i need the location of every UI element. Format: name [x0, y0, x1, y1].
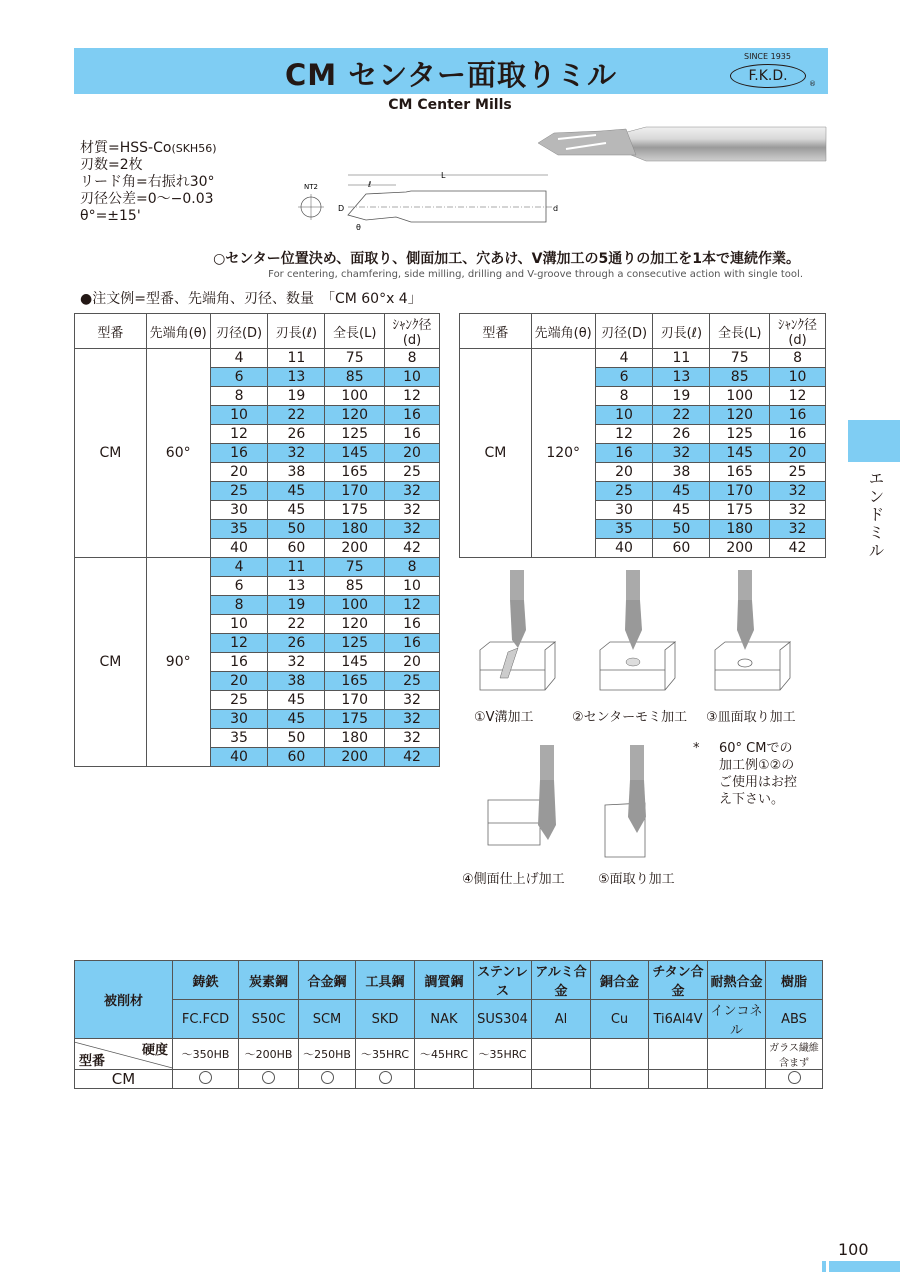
- spec-tolerance: 刃径公差=0〜−0.03: [80, 191, 214, 207]
- section-label: エンドミル: [866, 470, 885, 560]
- flute-length-cell: 38: [653, 463, 710, 482]
- overall-length-cell: 180: [325, 729, 385, 748]
- material-code: NAK: [415, 1000, 474, 1039]
- overall-length-cell: 125: [325, 425, 385, 444]
- shank-diameter-cell: 12: [385, 596, 440, 615]
- flute-length-cell: 45: [268, 482, 325, 501]
- shank-diameter-cell: 12: [385, 387, 440, 406]
- material-code: Cu: [591, 1000, 649, 1039]
- flute-length-cell: 45: [268, 691, 325, 710]
- suitability-cell: [766, 1070, 823, 1089]
- nt2-label: NT2: [304, 183, 318, 191]
- material-hardness: ガラス繊維含まず: [766, 1039, 823, 1070]
- material-code: インコネル: [708, 1000, 766, 1039]
- flute-length-cell: 13: [653, 368, 710, 387]
- diameter-cell: 35: [595, 520, 653, 539]
- suitable-circle-icon: [262, 1071, 275, 1084]
- diameter-cell: 25: [210, 691, 268, 710]
- diameter-cell: 30: [210, 501, 268, 520]
- material-code: Ti6Al4V: [649, 1000, 708, 1039]
- diameter-cell: 8: [595, 387, 653, 406]
- suitability-cell: [532, 1070, 591, 1089]
- countersink-illustration: [715, 570, 790, 690]
- overall-length-cell: 175: [325, 710, 385, 729]
- material-header-label: 被削材: [75, 961, 173, 1039]
- application-illustrations-row2: [480, 745, 680, 865]
- col-diameter: 刃径(D): [210, 314, 268, 349]
- overall-length-cell: 170: [325, 482, 385, 501]
- shank-diameter-cell: 16: [385, 634, 440, 653]
- shank-diameter-cell: 16: [770, 425, 826, 444]
- page-title: CM センター面取りミル: [284, 58, 618, 92]
- diameter-cell: 16: [210, 653, 268, 672]
- material-hardness: [532, 1039, 591, 1070]
- shank-diameter-cell: 20: [385, 653, 440, 672]
- shank-diameter-cell: 16: [770, 406, 826, 425]
- chamfer-illustration: [605, 745, 646, 857]
- material-name: 調質鋼: [415, 961, 474, 1000]
- hardness-model-cell: [75, 1039, 173, 1070]
- caption-side-finish: ④側面仕上げ加工: [462, 872, 565, 887]
- diameter-cell: 20: [210, 672, 268, 691]
- flute-length-cell: 26: [653, 425, 710, 444]
- overall-length-cell: 170: [710, 482, 770, 501]
- material-hardness: [591, 1039, 649, 1070]
- model-label: 型番: [79, 1054, 106, 1069]
- caption-countersink: ③皿面取り加工: [706, 710, 796, 725]
- overall-length-cell: 75: [325, 558, 385, 577]
- overall-length-cell: 145: [325, 653, 385, 672]
- svg-text:ℓ: ℓ: [368, 180, 372, 189]
- flute-length-cell: 13: [268, 577, 325, 596]
- overall-length-cell: 100: [325, 596, 385, 615]
- spec-flutes: 刃数=2枚: [80, 157, 143, 173]
- shank-diameter-cell: 25: [770, 463, 826, 482]
- spec-list: [80, 140, 217, 225]
- diameter-cell: 40: [210, 748, 268, 767]
- suitable-circle-icon: [788, 1071, 801, 1084]
- shank-diameter-cell: 20: [385, 444, 440, 463]
- material-name: チタン合金: [649, 961, 708, 1000]
- model-cell: CM: [75, 349, 147, 558]
- application-illustrations-row1: [470, 570, 830, 700]
- flute-length-cell: 11: [268, 558, 325, 577]
- col-model: 型番: [75, 314, 147, 349]
- flute-length-cell: 45: [653, 501, 710, 520]
- table-row: [75, 558, 440, 577]
- shank-diameter-cell: 8: [385, 558, 440, 577]
- col-angle: 先端角(θ): [531, 314, 595, 349]
- diameter-cell: 40: [210, 539, 268, 558]
- flute-length-cell: 50: [268, 520, 325, 539]
- material-hardness: 〜45HRC: [415, 1039, 474, 1070]
- caption-v-groove: ①V溝加工: [474, 710, 534, 725]
- overall-length-cell: 175: [325, 501, 385, 520]
- col-shank-diameter: ｼｬﾝｸ径(d): [385, 314, 440, 349]
- diameter-cell: 30: [210, 710, 268, 729]
- suitable-circle-icon: [199, 1071, 212, 1084]
- overall-length-cell: 145: [710, 444, 770, 463]
- overall-length-cell: 175: [710, 501, 770, 520]
- shank-diameter-cell: 32: [385, 501, 440, 520]
- material-name: アルミ合金: [532, 961, 591, 1000]
- svg-text:D: D: [338, 204, 345, 213]
- suitability-cell: [474, 1070, 532, 1089]
- diameter-cell: 35: [210, 520, 268, 539]
- overall-length-cell: 100: [710, 387, 770, 406]
- suitability-cell: [591, 1070, 649, 1089]
- overall-length-cell: 180: [710, 520, 770, 539]
- overall-length-cell: 200: [710, 539, 770, 558]
- diameter-cell: 4: [210, 558, 268, 577]
- overall-length-cell: 75: [710, 349, 770, 368]
- flute-length-cell: 38: [268, 672, 325, 691]
- suitability-cell: [415, 1070, 474, 1089]
- suitable-circle-icon: [379, 1071, 392, 1084]
- section-tab: [848, 420, 900, 462]
- suitable-circle-icon: [321, 1071, 334, 1084]
- flute-length-cell: 13: [268, 368, 325, 387]
- shank-diameter-cell: 42: [770, 539, 826, 558]
- material-name: 樹脂: [766, 961, 823, 1000]
- spec-table-right: [459, 313, 826, 558]
- suitability-cell: [708, 1070, 766, 1089]
- v-groove-illustration: [480, 570, 555, 690]
- col-model: 型番: [460, 314, 532, 349]
- diameter-cell: 16: [595, 444, 653, 463]
- model-cell: CM: [460, 349, 532, 558]
- material-code: SUS304: [474, 1000, 532, 1039]
- suitability-cell: [299, 1070, 356, 1089]
- table-header-row: [75, 314, 440, 349]
- material-hardness: 〜200HB: [239, 1039, 299, 1070]
- tool-drawing: [296, 125, 836, 235]
- diameter-cell: 12: [210, 425, 268, 444]
- angle-cell: 120°: [531, 349, 595, 558]
- shank-diameter-cell: 16: [385, 425, 440, 444]
- flute-length-cell: 11: [653, 349, 710, 368]
- flute-length-cell: 45: [653, 482, 710, 501]
- diameter-cell: 6: [595, 368, 653, 387]
- materials-table: [74, 960, 823, 1089]
- shank-diameter-cell: 16: [385, 406, 440, 425]
- shank-diameter-cell: 20: [770, 444, 826, 463]
- spec-angle-tolerance: θ°=±15': [80, 208, 141, 224]
- material-code: SCM: [299, 1000, 356, 1039]
- material-name: 工具鋼: [356, 961, 415, 1000]
- shank-diameter-cell: 32: [770, 482, 826, 501]
- diameter-cell: 10: [210, 406, 268, 425]
- diameter-cell: 4: [210, 349, 268, 368]
- material-code: ABS: [766, 1000, 823, 1039]
- overall-length-cell: 100: [325, 387, 385, 406]
- shank-diameter-cell: 32: [385, 710, 440, 729]
- spec-material: 材質=HSS-Co(SKH56): [80, 140, 217, 156]
- page-bar-decoration: [829, 1261, 900, 1272]
- overall-length-cell: 170: [325, 691, 385, 710]
- col-shank-diameter: ｼｬﾝｸ径(d): [770, 314, 826, 349]
- registered-mark: ®: [809, 80, 816, 88]
- col-diameter: 刃径(D): [595, 314, 653, 349]
- overall-length-cell: 165: [710, 463, 770, 482]
- logo-since: SINCE 1935: [744, 52, 791, 61]
- feature-description-en: For centering, chamfering, side milling, drilling and V-groove through a consecutive action with single tool.: [268, 269, 803, 280]
- overall-length-cell: 75: [325, 349, 385, 368]
- flute-length-cell: 60: [653, 539, 710, 558]
- logo-brand: F.K.D.: [730, 64, 806, 88]
- diameter-cell: 10: [595, 406, 653, 425]
- shank-diameter-cell: 10: [385, 368, 440, 387]
- row-model-cm: CM: [75, 1070, 173, 1089]
- material-code: SKD: [356, 1000, 415, 1039]
- diameter-cell: 25: [595, 482, 653, 501]
- overall-length-cell: 85: [710, 368, 770, 387]
- col-overall-length: 全長(L): [710, 314, 770, 349]
- flute-length-cell: 26: [268, 425, 325, 444]
- table-row: [75, 349, 440, 368]
- shank-diameter-cell: 32: [385, 729, 440, 748]
- shank-diameter-cell: 10: [385, 577, 440, 596]
- model-cell: CM: [75, 558, 147, 767]
- fkd-logo: [726, 52, 816, 92]
- overall-length-cell: 165: [325, 463, 385, 482]
- spec-helix: リード角=右振れ30°: [80, 174, 215, 190]
- angle-cell: 60°: [146, 349, 210, 558]
- table-row: [460, 349, 826, 368]
- diameter-cell: 12: [210, 634, 268, 653]
- side-finish-illustration: [488, 745, 556, 845]
- material-hardness: 〜35HRC: [474, 1039, 532, 1070]
- material-hardness: 〜250HB: [299, 1039, 356, 1070]
- svg-text:d: d: [553, 204, 559, 213]
- overall-length-cell: 145: [325, 444, 385, 463]
- flute-length-cell: 32: [653, 444, 710, 463]
- usage-note: * 60° CMでの 加工例①②の ご使用はお控 え下さい。: [693, 741, 798, 807]
- material-hardness: [708, 1039, 766, 1070]
- diameter-cell: 12: [595, 425, 653, 444]
- material-name: 炭素鋼: [239, 961, 299, 1000]
- shank-diameter-cell: 10: [770, 368, 826, 387]
- overall-length-cell: 180: [325, 520, 385, 539]
- shank-diameter-cell: 42: [385, 539, 440, 558]
- order-example: ●注文例=型番、先端角、刃径、数量 「CM 60°x 4」: [80, 291, 422, 307]
- flute-length-cell: 22: [268, 615, 325, 634]
- diameter-cell: 25: [210, 482, 268, 501]
- page-bar-decoration: [822, 1261, 826, 1272]
- table-header-row: [460, 314, 826, 349]
- angle-cell: 90°: [146, 558, 210, 767]
- diameter-cell: 4: [595, 349, 653, 368]
- material-name: 合金鋼: [299, 961, 356, 1000]
- diameter-cell: 8: [210, 596, 268, 615]
- shank-diameter-cell: 32: [385, 691, 440, 710]
- shank-diameter-cell: 32: [385, 520, 440, 539]
- flute-length-cell: 22: [268, 406, 325, 425]
- diameter-cell: 30: [595, 501, 653, 520]
- material-code: Al: [532, 1000, 591, 1039]
- shank-diameter-cell: 8: [770, 349, 826, 368]
- suitability-cell: [649, 1070, 708, 1089]
- shank-diameter-cell: 16: [385, 615, 440, 634]
- flute-length-cell: 26: [268, 634, 325, 653]
- overall-length-cell: 85: [325, 368, 385, 387]
- caption-center-drill: ②センターモミ加工: [572, 710, 688, 725]
- overall-length-cell: 125: [325, 634, 385, 653]
- material-name: 鋳鉄: [173, 961, 239, 1000]
- flute-length-cell: 19: [268, 596, 325, 615]
- shank-diameter-cell: 25: [385, 463, 440, 482]
- diameter-cell: 40: [595, 539, 653, 558]
- overall-length-cell: 120: [325, 406, 385, 425]
- material-code: S50C: [239, 1000, 299, 1039]
- center-drill-illustration: [600, 570, 675, 690]
- overall-length-cell: 85: [325, 577, 385, 596]
- shank-diameter-cell: 32: [770, 501, 826, 520]
- diameter-cell: 6: [210, 577, 268, 596]
- note-mark: *: [693, 741, 700, 756]
- flute-length-cell: 50: [653, 520, 710, 539]
- diameter-cell: 35: [210, 729, 268, 748]
- material-hardness: [649, 1039, 708, 1070]
- svg-text:θ: θ: [356, 223, 361, 232]
- overall-length-cell: 165: [325, 672, 385, 691]
- flute-length-cell: 60: [268, 748, 325, 767]
- diameter-cell: 8: [210, 387, 268, 406]
- diameter-cell: 16: [210, 444, 268, 463]
- spec-table-left: [74, 313, 440, 767]
- flute-length-cell: 19: [268, 387, 325, 406]
- diameter-cell: 20: [595, 463, 653, 482]
- material-name: 銅合金: [591, 961, 649, 1000]
- overall-length-cell: 120: [710, 406, 770, 425]
- flute-length-cell: 50: [268, 729, 325, 748]
- title-banner: [74, 48, 828, 94]
- feature-description: ○センター位置決め、面取り、側面加工、穴あけ、V溝加工の5通りの加工を1本で連続作業。: [213, 251, 800, 267]
- flute-length-cell: 19: [653, 387, 710, 406]
- page-number: 100: [838, 1240, 869, 1259]
- flute-length-cell: 60: [268, 539, 325, 558]
- shank-diameter-cell: 25: [385, 672, 440, 691]
- flute-length-cell: 38: [268, 463, 325, 482]
- material-hardness: 〜35HRC: [356, 1039, 415, 1070]
- flute-length-cell: 22: [653, 406, 710, 425]
- overall-length-cell: 125: [710, 425, 770, 444]
- shank-diameter-cell: 32: [770, 520, 826, 539]
- suitability-cell: [356, 1070, 415, 1089]
- suitability-cell: [173, 1070, 239, 1089]
- col-flute-length: 刃長(ℓ): [653, 314, 710, 349]
- overall-length-cell: 120: [325, 615, 385, 634]
- shank-diameter-cell: 12: [770, 387, 826, 406]
- flute-length-cell: 11: [268, 349, 325, 368]
- suitability-cell: [239, 1070, 299, 1089]
- material-code: FC.FCD: [173, 1000, 239, 1039]
- material-name: 耐熱合金: [708, 961, 766, 1000]
- caption-chamfer: ⑤面取り加工: [598, 872, 675, 887]
- shank-diameter-cell: 32: [385, 482, 440, 501]
- material-name: ステンレス: [474, 961, 532, 1000]
- flute-length-cell: 45: [268, 501, 325, 520]
- shank-diameter-cell: 42: [385, 748, 440, 767]
- page-subtitle: CM Center Mills: [388, 97, 512, 113]
- shank-diameter-cell: 8: [385, 349, 440, 368]
- diameter-cell: 10: [210, 615, 268, 634]
- diameter-cell: 20: [210, 463, 268, 482]
- overall-length-cell: 200: [325, 748, 385, 767]
- hardness-label: 硬度: [141, 1043, 168, 1058]
- flute-length-cell: 32: [268, 653, 325, 672]
- diameter-cell: 6: [210, 368, 268, 387]
- flute-length-cell: 32: [268, 444, 325, 463]
- material-hardness: 〜350HB: [173, 1039, 239, 1070]
- col-flute-length: 刃長(ℓ): [268, 314, 325, 349]
- svg-text:L: L: [441, 171, 446, 180]
- overall-length-cell: 200: [325, 539, 385, 558]
- col-angle: 先端角(θ): [146, 314, 210, 349]
- flute-length-cell: 45: [268, 710, 325, 729]
- col-overall-length: 全長(L): [325, 314, 385, 349]
